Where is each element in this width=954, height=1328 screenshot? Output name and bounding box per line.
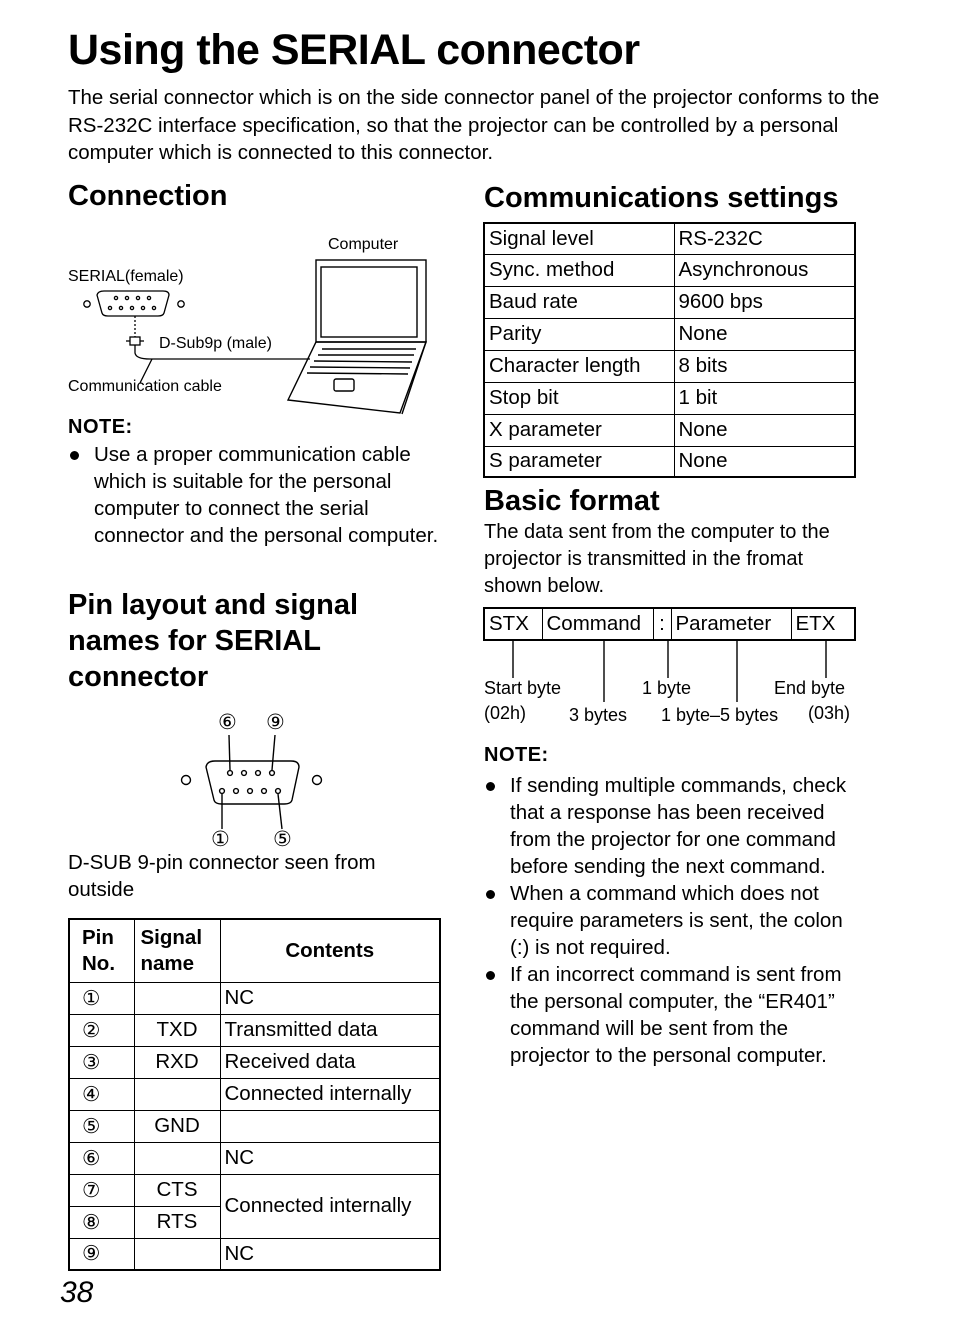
laptop-icon: [288, 260, 426, 414]
serial-port-icon: [84, 291, 184, 316]
end-code-label: (03h): [808, 703, 851, 723]
pin-number: ⑥: [69, 1142, 134, 1174]
contents-header: Contents: [220, 919, 440, 982]
comm-settings-table: [483, 222, 856, 478]
signal-name: [134, 1142, 220, 1174]
table-row: [69, 1238, 440, 1270]
pin-number: ③: [69, 1046, 134, 1078]
setting-value: Asynchronous: [674, 254, 855, 286]
setting-value: None: [674, 446, 855, 477]
table-row: [69, 982, 440, 1014]
parameter-bytes-label: 1 byte–5 bytes: [661, 705, 779, 725]
pin-number: ②: [69, 1014, 134, 1046]
pin-contents: NC: [220, 1238, 440, 1270]
pin-9-label: ⑨: [266, 711, 285, 734]
connection-notes: [68, 441, 440, 549]
pin-contents: [220, 1110, 440, 1142]
pin-contents: Connected internally: [220, 1078, 440, 1110]
pin-contents: NC: [220, 982, 440, 1014]
table-row: [484, 254, 855, 286]
table-row: [69, 1142, 440, 1174]
format-notes: [484, 772, 856, 1069]
pin-1-label: ①: [211, 828, 230, 851]
setting-value: None: [674, 414, 855, 446]
cable-icon: [126, 316, 310, 383]
table-row: [484, 382, 855, 414]
table-row: [484, 414, 855, 446]
table-row: [69, 1046, 440, 1078]
pin-contents: Transmitted data: [220, 1014, 440, 1046]
setting-key: Stop bit: [484, 382, 674, 414]
table-row: [69, 1174, 440, 1206]
table-row: [484, 286, 855, 318]
table-row: [69, 1078, 440, 1110]
basic-format-text: The data sent from the computer to the projector is transmitted in the fromat shown below.: [484, 521, 830, 597]
basic-format-heading: Basic format: [484, 485, 660, 517]
setting-value: 1 bit: [674, 382, 855, 414]
serial-female-label: SERIAL(female): [68, 268, 184, 285]
signal-name-header: Signal name: [134, 919, 220, 982]
setting-key: S parameter: [484, 446, 674, 477]
command-cell: Command: [542, 608, 653, 640]
signal-name: [134, 1238, 220, 1270]
pin-contents: Received data: [220, 1046, 440, 1078]
format-note-heading: NOTE:: [484, 744, 549, 766]
table-row: [484, 318, 855, 350]
setting-key: Parity: [484, 318, 674, 350]
colon-cell: :: [653, 608, 671, 640]
pin-5-label: ⑤: [273, 828, 292, 851]
pin-number: ⑤: [69, 1110, 134, 1142]
table-row: [484, 350, 855, 382]
format-note-item: When a command which does not require parameters is sent, the colon (:) is not required.: [484, 880, 856, 961]
pin-layout-heading: Pin layout and signal names for SERIAL connector: [68, 589, 359, 693]
connection-diagram: [60, 225, 440, 420]
setting-value: RS-232C: [674, 223, 855, 254]
format-labels: [484, 678, 856, 728]
command-bytes-label: 3 bytes: [569, 705, 628, 725]
setting-key: Signal level: [484, 223, 674, 254]
connection-note-heading: NOTE:: [68, 416, 133, 438]
signal-name: TXD: [134, 1014, 220, 1046]
dsub-caption: D-SUB 9-pin connector seen from outside: [68, 851, 376, 901]
setting-key: Baud rate: [484, 286, 674, 318]
table-row: [69, 1110, 440, 1142]
end-byte-label: End byte: [774, 678, 846, 698]
parameter-cell: Parameter: [671, 608, 791, 640]
page-title: Using the SERIAL connector: [68, 26, 640, 74]
comm-settings-heading: Communications settings: [484, 182, 839, 214]
connection-heading: Connection: [68, 180, 228, 212]
setting-key: Sync. method: [484, 254, 674, 286]
pin-number: ⑦: [69, 1174, 134, 1206]
pin-no-header: Pin No.: [69, 919, 134, 982]
pin-6-label: ⑥: [218, 711, 237, 734]
dsub-male-label: D-Sub9p (male): [159, 335, 272, 352]
format-table: [483, 607, 856, 641]
table-row: [484, 446, 855, 477]
pin-contents: NC: [220, 1142, 440, 1174]
table-row: [484, 223, 855, 254]
colon-bytes-label: 1 byte: [642, 678, 692, 698]
connection-note-item: Use a proper communication cable which is suitable for the personal computer to connect the serial connector and the personal computer.: [68, 441, 440, 549]
computer-label: Computer: [328, 236, 399, 253]
communication-cable-label: Communication cable: [68, 378, 222, 395]
intro-text: The serial connector which is on the side connector panel of the projector conforms to the RS-232C interface specification, so that the projector can be controlled by a personal computer which is connected to this connector.: [68, 86, 880, 164]
pin-table: [68, 918, 441, 1271]
signal-name: RTS: [134, 1206, 220, 1238]
setting-value: 9600 bps: [674, 286, 855, 318]
signal-name: GND: [134, 1110, 220, 1142]
dsub-pin-diagram: [170, 705, 340, 855]
signal-name: [134, 1078, 220, 1110]
start-code-label: (02h): [484, 703, 527, 723]
pin-number: ①: [69, 982, 134, 1014]
pin-number: ⑧: [69, 1206, 134, 1238]
dsub-connector-icon: [170, 705, 340, 855]
format-note-item: If an incorrect command is sent from the personal computer, the “ER401” command will be sent from the projector to the personal computer.: [484, 961, 856, 1069]
signal-name: [134, 982, 220, 1014]
signal-name: CTS: [134, 1174, 220, 1206]
table-row: [69, 1014, 440, 1046]
setting-key: Character length: [484, 350, 674, 382]
setting-key: X parameter: [484, 414, 674, 446]
start-byte-label: Start byte: [484, 678, 562, 698]
page-number: 38: [60, 1276, 94, 1309]
connection-drawing: [60, 225, 440, 420]
pin-number: ④: [69, 1078, 134, 1110]
format-note-item: If sending multiple commands, check that a response has been received from the projector for one command before sending the next command.: [484, 772, 856, 880]
setting-value: None: [674, 318, 855, 350]
stx-cell: STX: [484, 608, 542, 640]
setting-value: 8 bits: [674, 350, 855, 382]
pin-contents: Connected internally: [220, 1174, 440, 1238]
signal-name: RXD: [134, 1046, 220, 1078]
pin-number: ⑨: [69, 1238, 134, 1270]
etx-cell: ETX: [791, 608, 855, 640]
